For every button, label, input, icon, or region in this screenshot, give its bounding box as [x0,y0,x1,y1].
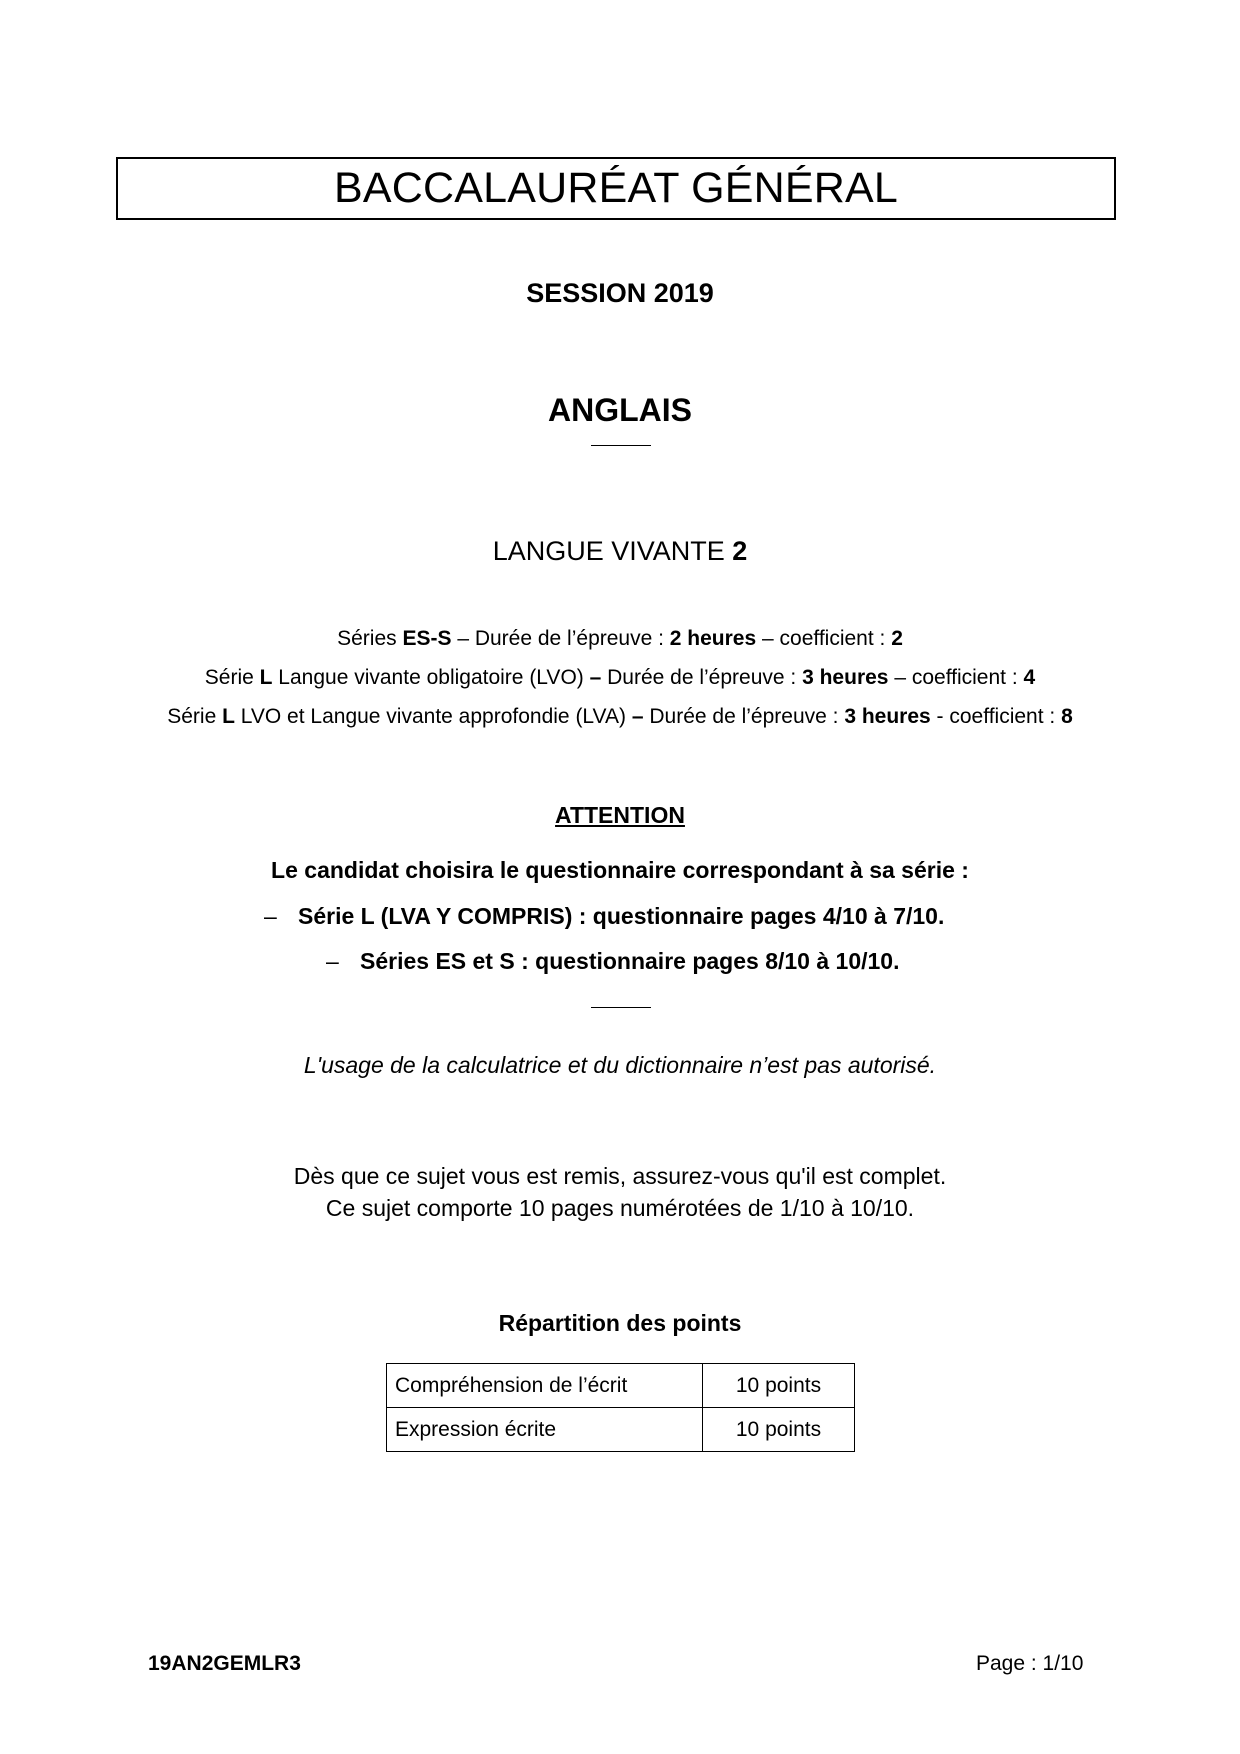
serie-text-run: – coefficient : [756,627,892,650]
session-heading: SESSION 2019 [526,278,714,308]
page-number: Page : 1/10 [976,1652,1084,1675]
serie-text-run: – [631,705,644,728]
subject-divider [591,445,651,446]
serie-text-run: - coefficient : [930,705,1062,728]
serie-line [0,705,1240,729]
langue-number: 2 [732,536,748,566]
serie-text-run: 2 heures [669,627,757,650]
questionnaire-option [326,948,899,975]
serie-text-run: 3 heures [802,666,889,689]
serie-text-run: 8 [1061,705,1073,728]
serie-text-run: Durée de l’épreuve : [643,705,845,728]
option-text: Série L (LVA Y COMPRIS) : questionnaire pages 4/10 à 7/10. [298,903,945,929]
serie-text-run: 2 [891,627,903,650]
subject-code: 19AN2GEMLR3 [148,1652,301,1675]
langue-heading [0,536,1240,567]
table-cell-label: Expression écrite [387,1408,703,1452]
serie-text-run: Durée de l’épreuve : [601,666,803,689]
page-count-note: Ce sujet comporte 10 pages numérotées de 1/10 à 10/10. [325,1195,915,1221]
serie-text-run: Langue vivante obligatoire (LVO) [272,666,590,689]
serie-text-run: – [589,666,602,689]
section-divider [591,1007,651,1008]
option-text: Séries ES et S : questionnaire pages 8/10 à 10/10. [360,948,900,974]
table-cell-label: Compréhension de l’écrit [387,1364,703,1408]
serie-text-run: ES-S [402,627,452,650]
serie-line [0,627,1240,651]
serie-text-run: – Durée de l’épreuve : [451,627,670,650]
serie-text-run: Série [167,705,223,728]
attention-heading: ATTENTION [555,802,685,828]
exam-title: BACCALAURÉAT GÉNÉRAL [334,164,898,212]
completeness-note: Dès que ce sujet vous est remis, assurez-vous qu'il est complet. [293,1163,947,1189]
serie-text-run: Séries [337,627,403,650]
serie-text-run: – coefficient : [888,666,1024,689]
langue-label: LANGUE VIVANTE [492,536,733,566]
serie-text-run: 3 heures [844,705,931,728]
exam-title-box [116,157,1116,220]
points-table [386,1363,855,1452]
table-cell-points: 10 points [703,1364,855,1408]
serie-text-run: L [259,666,273,689]
usage-note: L'usage de la calculatrice et du dictionnaire n’est pas autorisé. [303,1052,937,1078]
questionnaire-instruction: Le candidat choisira le questionnaire correspondant à sa série : [271,857,969,883]
dash-bullet: – [264,903,277,929]
table-cell-points: 10 points [703,1408,855,1452]
questionnaire-option [264,903,944,930]
serie-text-run: LVO et Langue vivante approfondie (LVA) [234,705,632,728]
serie-text-run: Série [204,666,260,689]
dash-bullet: – [326,948,339,974]
subject-heading: ANGLAIS [548,392,692,428]
points-table-title: Répartition des points [498,1310,742,1336]
table-row [387,1364,855,1408]
serie-text-run: 4 [1023,666,1036,689]
serie-text-run: L [222,705,235,728]
table-row [387,1408,855,1452]
serie-line [0,666,1240,690]
